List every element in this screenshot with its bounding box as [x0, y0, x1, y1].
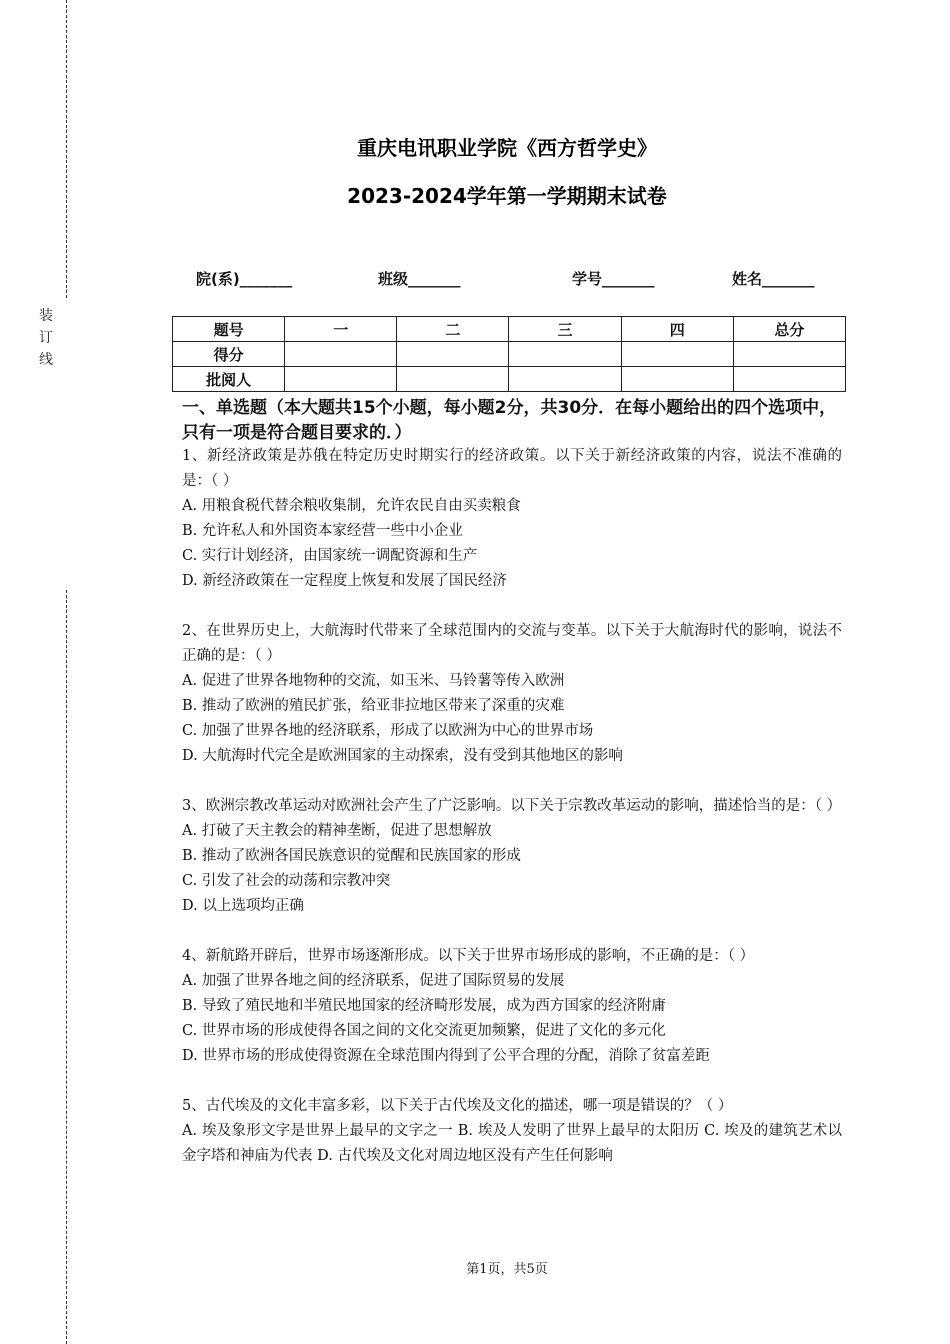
score-table-header-cell: 一 [285, 317, 397, 342]
question-4 [182, 944, 842, 1069]
option-d: D. 大航海时代完全是欧洲国家的主动探索，没有受到其他地区的影响 [182, 748, 623, 764]
score-cell [621, 342, 733, 367]
option-a: A. 用粮食税代替余粮收集制，允许农民自由买卖粮食 [182, 498, 521, 514]
class-field: 班级_______ [378, 270, 461, 288]
grader-cell [733, 367, 845, 392]
score-cell [285, 342, 397, 367]
question-stem: 1、新经济政策是苏俄在特定历史时期实行的经济政策。以下关于新经济政策的内容，说法不准确的是：（ ） [182, 448, 842, 489]
grader-cell [509, 367, 621, 392]
option-b: B. 推动了欧洲各国民族意识的觉醒和民族国家的形成 [182, 848, 521, 864]
grader-cell [621, 367, 733, 392]
question-1 [182, 444, 842, 594]
option-c: C. 世界市场的形成使得各国之间的文化交流更加频繁，促进了文化的多元化 [182, 1023, 666, 1039]
question-2 [182, 619, 842, 769]
option-a: A. 打破了天主教会的精神垄断，促进了思想解放 [182, 823, 492, 839]
option-d: D. 新经济政策在一定程度上恢复和发展了国民经济 [182, 573, 507, 589]
department-field: 院(系)_______ [196, 270, 293, 288]
section-heading: 一、单选题（本大题共15个小题，每小题2分，共30分．在每小题给出的四个选项中，只有一项是符合题目要求的．） [182, 398, 837, 443]
question-stem: 3、欧洲宗教改革运动对欧洲社会产生了广泛影响。以下关于宗教改革运动的影响，描述恰当的是：（ ） [182, 798, 842, 814]
score-row [173, 342, 846, 367]
exam-subtitle: 2023-2024学年第一学期期末试卷 [347, 184, 667, 208]
option-c: C. 引发了社会的动荡和宗教冲突 [182, 873, 391, 889]
question-stem: 2、在世界历史上，大航海时代带来了全球范围内的交流与变革。以下关于大航海时代的影响，说法不正确的是：（ ） [182, 623, 842, 664]
option-c: C. 实行计划经济，由国家统一调配资源和生产 [182, 548, 478, 564]
score-table-header-cell: 三 [509, 317, 621, 342]
inline-options: A. 埃及象形文字是世界上最早的文字之一 B. 埃及人发明了世界上最早的太阳历 C. 埃及的建筑艺术以金字塔和神庙为代表 D. 古代埃及文化对周边地区没有产生任何影响 [182, 1123, 842, 1164]
grader-row [173, 367, 846, 392]
question-stem: 5、古代埃及的文化丰富多彩，以下关于古代埃及文化的描述，哪一项是错误的？（ ） [182, 1098, 733, 1114]
grader-cell [285, 367, 397, 392]
score-cell [509, 342, 621, 367]
student-id-field: 学号_______ [572, 270, 655, 288]
name-field: 姓名_______ [732, 270, 815, 288]
score-table-header-cell: 题号 [173, 317, 285, 342]
question-stem: 4、新航路开辟后，世界市场逐渐形成。以下关于世界市场形成的影响，不正确的是：（ ） [182, 948, 755, 964]
question-3 [182, 794, 842, 919]
score-table [172, 316, 846, 392]
score-table-header-cell: 四 [621, 317, 733, 342]
question-5 [182, 1094, 842, 1169]
score-cell [733, 342, 845, 367]
option-b: B. 导致了殖民地和半殖民地国家的经济畸形发展，成为西方国家的经济附庸 [182, 998, 666, 1014]
student-info-row [0, 268, 950, 292]
score-table-header-row [173, 317, 846, 342]
score-table-header-cell: 总分 [733, 317, 845, 342]
grader-cell [397, 367, 509, 392]
option-d: D. 世界市场的形成使得资源在全球范围内得到了公平合理的分配，消除了贫富差距 [182, 1048, 710, 1064]
option-b: B. 推动了欧洲的殖民扩张，给亚非拉地区带来了深重的灾难 [182, 698, 565, 714]
question-list [182, 444, 842, 1194]
binding-line-label: 装订线 [39, 308, 53, 368]
exam-title: 重庆电讯职业学院《西方哲学史》 [357, 136, 657, 160]
option-d: D. 以上选项均正确 [182, 898, 304, 914]
option-c: C. 加强了世界各地的经济联系，形成了以欧洲为中心的世界市场 [182, 723, 594, 739]
option-a: A. 加强了世界各地之间的经济联系，促进了国际贸易的发展 [182, 973, 565, 989]
score-cell [397, 342, 509, 367]
score-table-header-cell: 二 [397, 317, 509, 342]
grader-row-label: 批阅人 [173, 367, 285, 392]
binding-line-bottom [66, 590, 67, 1344]
score-row-label: 得分 [173, 342, 285, 367]
option-a: A. 促进了世界各地物种的交流，如玉米、马铃薯等传入欧洲 [182, 673, 565, 689]
option-b: B. 允许私人和外国资本家经营一些中小企业 [182, 523, 463, 539]
page-number: 第1页，共5页 [466, 1262, 548, 1277]
